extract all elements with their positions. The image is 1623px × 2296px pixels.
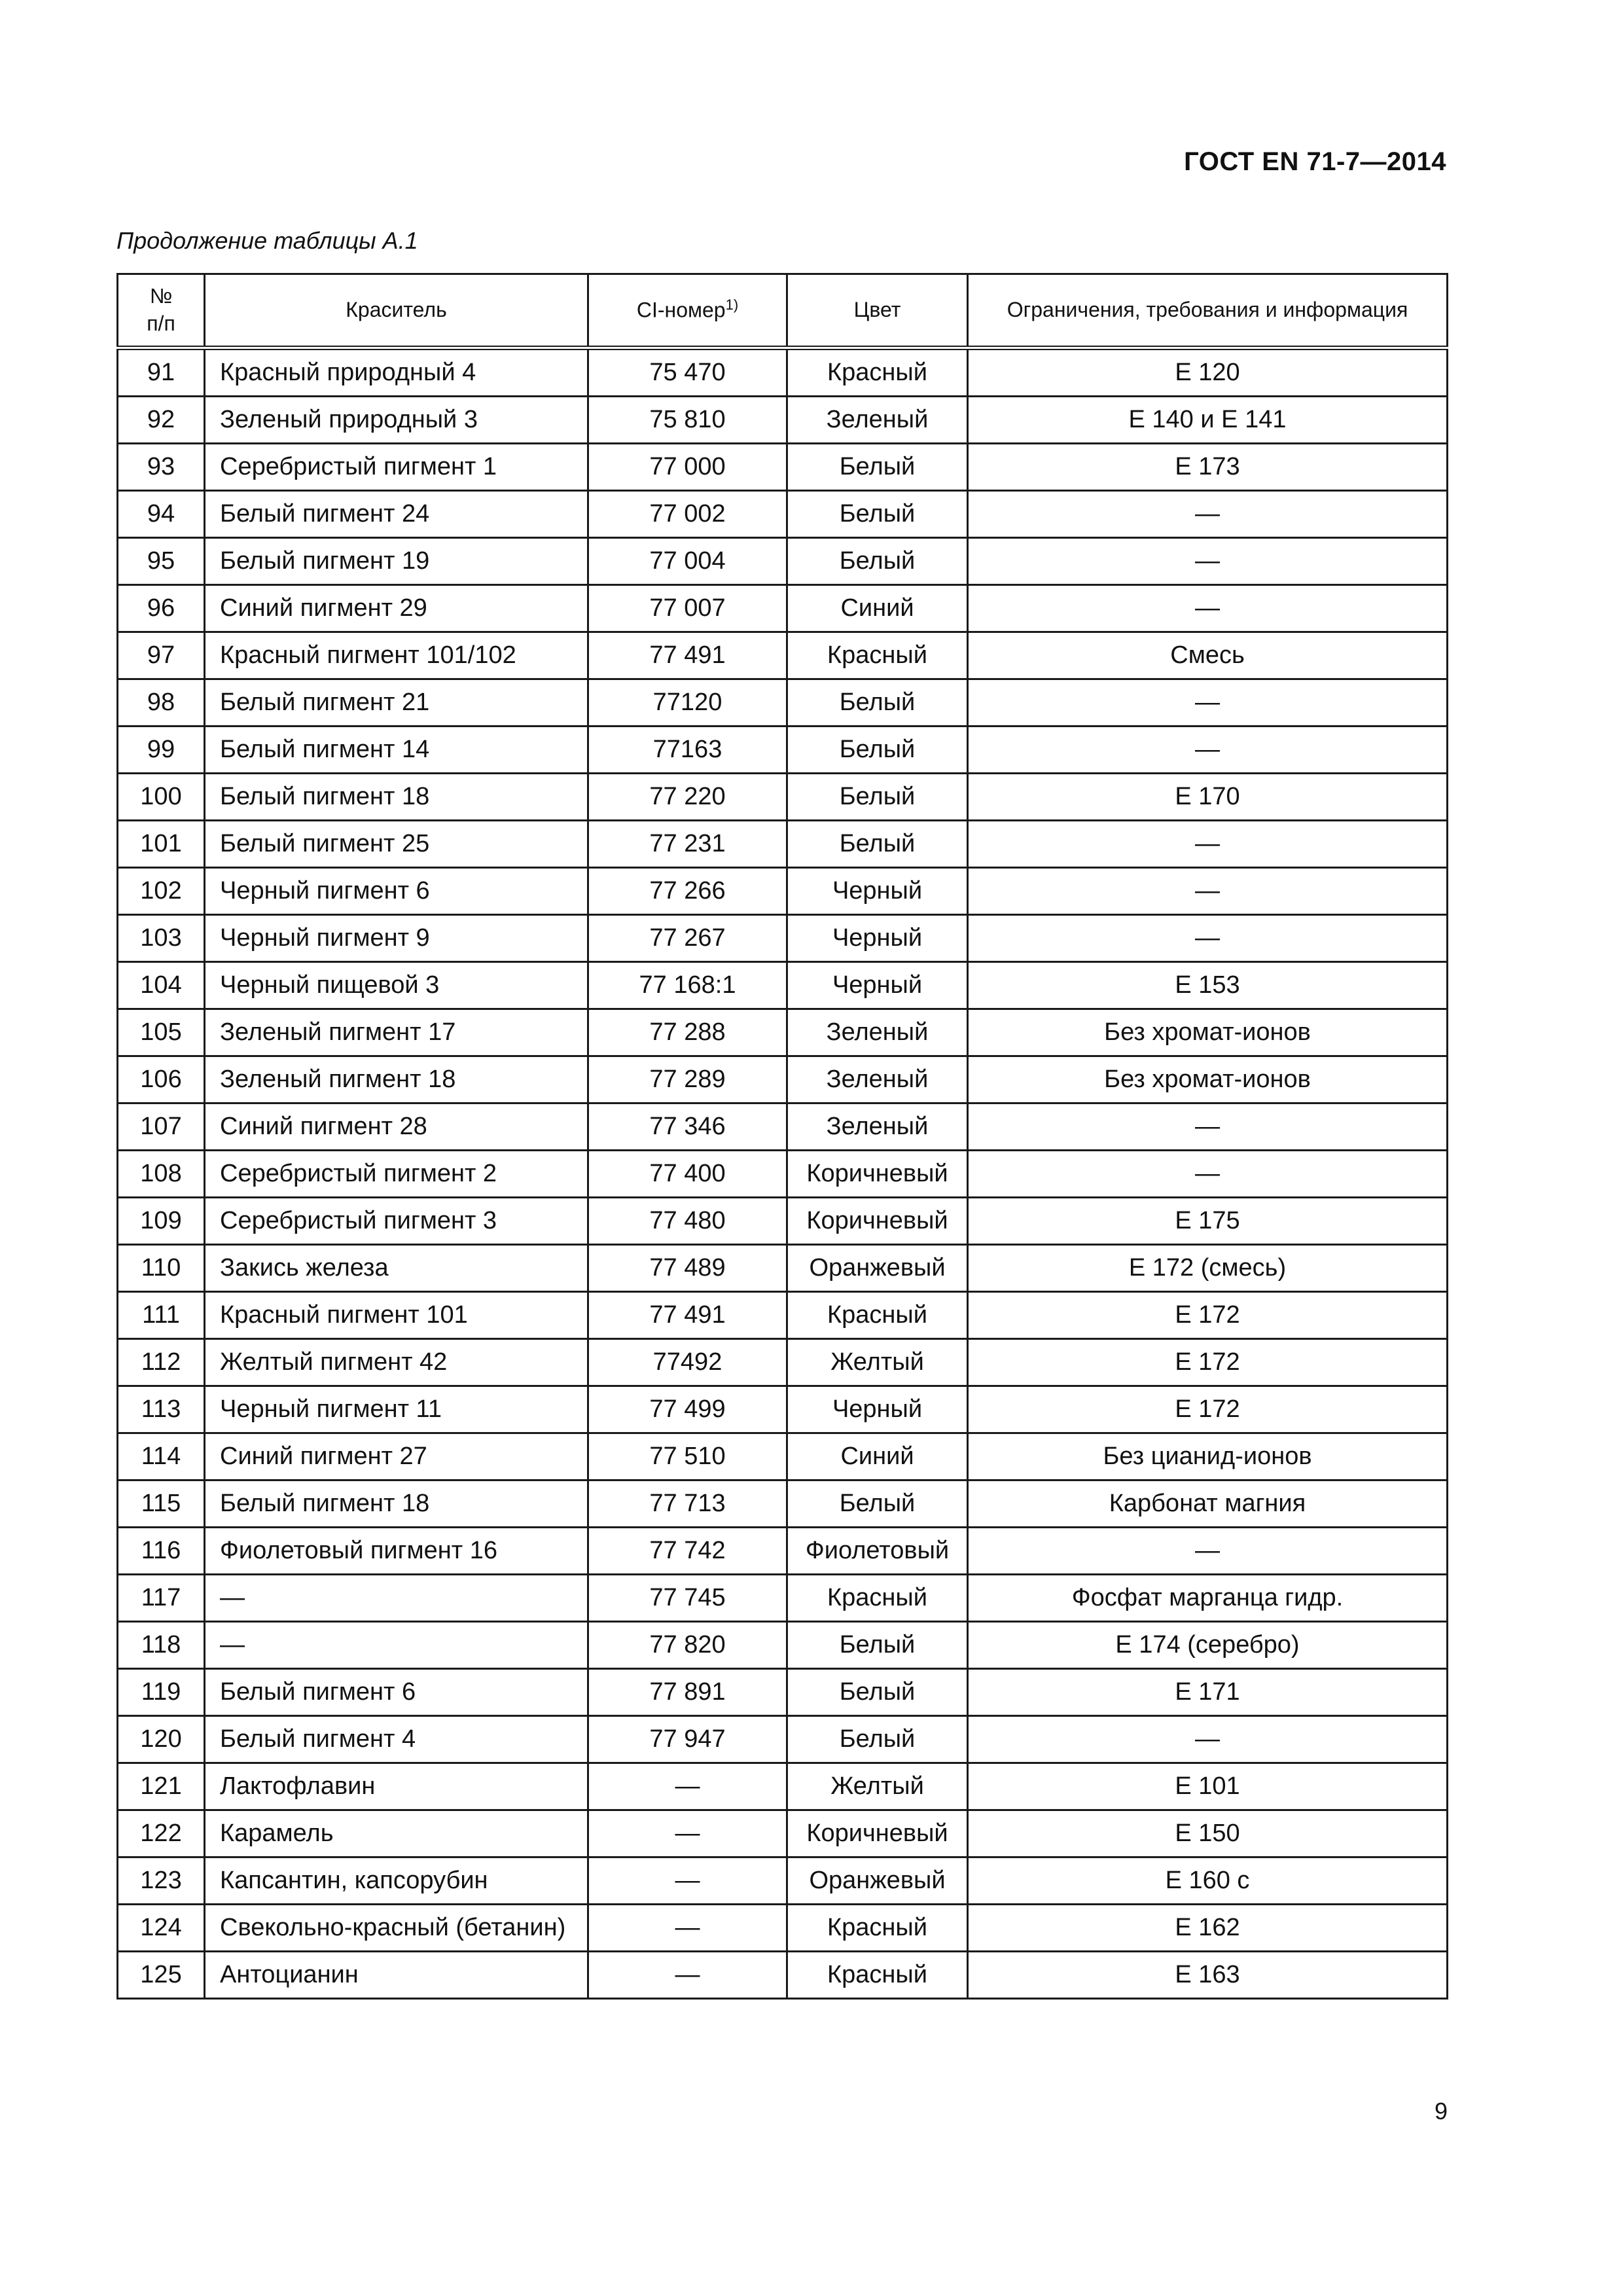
cell-number: 91	[118, 348, 205, 397]
cell-restrictions: —	[968, 868, 1448, 915]
cell-restrictions: —	[968, 726, 1448, 774]
cell-number: 110	[118, 1245, 205, 1292]
cell-number: 115	[118, 1480, 205, 1528]
cell-restrictions: —	[968, 821, 1448, 868]
table-row	[118, 397, 1448, 444]
cell-number: 118	[118, 1622, 205, 1669]
table-row	[118, 1952, 1448, 1999]
cell-color: Белый	[787, 679, 968, 726]
cell-ci-number: 77 346	[588, 1103, 787, 1151]
table-row	[118, 821, 1448, 868]
cell-color: Зеленый	[787, 397, 968, 444]
cell-ci-number: 77 820	[588, 1622, 787, 1669]
cell-ci-number: 77 480	[588, 1198, 787, 1245]
table-row	[118, 1151, 1448, 1198]
cell-ci-number: 77 489	[588, 1245, 787, 1292]
cell-ci-number: —	[588, 1857, 787, 1905]
cell-ci-number: 77 266	[588, 868, 787, 915]
cell-color: Белый	[787, 774, 968, 821]
cell-number: 123	[118, 1857, 205, 1905]
cell-dye: Белый пигмент 21	[205, 679, 588, 726]
cell-number: 114	[118, 1433, 205, 1480]
cell-color: Красный	[787, 1905, 968, 1952]
table-row	[118, 1622, 1448, 1669]
cell-ci-number: 77 004	[588, 538, 787, 585]
table-row	[118, 348, 1448, 397]
table-row	[118, 962, 1448, 1009]
cell-dye: Белый пигмент 18	[205, 774, 588, 821]
table-row	[118, 1905, 1448, 1952]
cell-color: Черный	[787, 915, 968, 962]
cell-color: Красный	[787, 1292, 968, 1339]
cell-ci-number: 77 007	[588, 585, 787, 632]
table-row	[118, 1245, 1448, 1292]
cell-restrictions: E 172	[968, 1339, 1448, 1386]
table-row	[118, 632, 1448, 679]
cell-number: 113	[118, 1386, 205, 1433]
cell-dye: Белый пигмент 24	[205, 491, 588, 538]
cell-color: Красный	[787, 348, 968, 397]
cell-restrictions: E 140 и E 141	[968, 397, 1448, 444]
table-row	[118, 1480, 1448, 1528]
table-row	[118, 774, 1448, 821]
cell-ci-number: 77163	[588, 726, 787, 774]
cell-dye: Зеленый пигмент 17	[205, 1009, 588, 1056]
table-body	[118, 348, 1448, 1999]
cell-number: 104	[118, 962, 205, 1009]
cell-restrictions: E 172 (смесь)	[968, 1245, 1448, 1292]
cell-dye: Красный пигмент 101	[205, 1292, 588, 1339]
table-row	[118, 1716, 1448, 1763]
cell-number: 100	[118, 774, 205, 821]
cell-restrictions: E 172	[968, 1292, 1448, 1339]
table-row	[118, 1103, 1448, 1151]
cell-ci-number: 77 713	[588, 1480, 787, 1528]
cell-color: Красный	[787, 1952, 968, 1999]
cell-color: Фиолетовый	[787, 1528, 968, 1575]
cell-number: 112	[118, 1339, 205, 1386]
cell-dye: Желтый пигмент 42	[205, 1339, 588, 1386]
cell-color: Зеленый	[787, 1103, 968, 1151]
cell-number: 93	[118, 444, 205, 491]
cell-restrictions: E 170	[968, 774, 1448, 821]
cell-color: Черный	[787, 962, 968, 1009]
cell-dye: Серебристый пигмент 1	[205, 444, 588, 491]
table-header-row	[118, 274, 1448, 348]
table-row	[118, 1198, 1448, 1245]
cell-color: Белый	[787, 1716, 968, 1763]
cell-number: 99	[118, 726, 205, 774]
cell-color: Желтый	[787, 1339, 968, 1386]
cell-dye: Белый пигмент 18	[205, 1480, 588, 1528]
table-header	[118, 274, 1448, 348]
cell-restrictions: —	[968, 585, 1448, 632]
cell-number: 121	[118, 1763, 205, 1810]
cell-number: 116	[118, 1528, 205, 1575]
cell-dye: Черный пигмент 9	[205, 915, 588, 962]
cell-restrictions: —	[968, 679, 1448, 726]
cell-restrictions: E 171	[968, 1669, 1448, 1716]
cell-ci-number: 77 000	[588, 444, 787, 491]
cell-dye: —	[205, 1575, 588, 1622]
cell-dye: Лактофлавин	[205, 1763, 588, 1810]
cell-dye: Серебристый пигмент 2	[205, 1151, 588, 1198]
column-header-restrictions: Ограничения, требования и информация	[968, 274, 1448, 348]
cell-number: 96	[118, 585, 205, 632]
table-row	[118, 1433, 1448, 1480]
cell-ci-number: —	[588, 1763, 787, 1810]
cell-ci-number: 77 288	[588, 1009, 787, 1056]
table-row	[118, 1810, 1448, 1857]
cell-color: Белый	[787, 1622, 968, 1669]
cell-dye: Белый пигмент 6	[205, 1669, 588, 1716]
cell-restrictions: Без хромат-ионов	[968, 1056, 1448, 1103]
cell-ci-number: 77 510	[588, 1433, 787, 1480]
cell-color: Оранжевый	[787, 1245, 968, 1292]
cell-restrictions: —	[968, 1528, 1448, 1575]
cell-number: 117	[118, 1575, 205, 1622]
table-row	[118, 1386, 1448, 1433]
cell-number: 108	[118, 1151, 205, 1198]
cell-restrictions: —	[968, 915, 1448, 962]
table-caption: Продолжение таблицы А.1	[116, 227, 418, 254]
cell-color: Синий	[787, 1433, 968, 1480]
cell-ci-number: 77 947	[588, 1716, 787, 1763]
cell-dye: Карамель	[205, 1810, 588, 1857]
cell-dye: Зеленый пигмент 18	[205, 1056, 588, 1103]
cell-number: 92	[118, 397, 205, 444]
cell-number: 124	[118, 1905, 205, 1952]
cell-color: Белый	[787, 444, 968, 491]
column-header-dye: Краситель	[205, 274, 588, 348]
cell-dye: Серебристый пигмент 3	[205, 1198, 588, 1245]
cell-number: 105	[118, 1009, 205, 1056]
cell-ci-number: 77 220	[588, 774, 787, 821]
column-header-ci-number	[588, 274, 787, 348]
cell-restrictions: E 174 (серебро)	[968, 1622, 1448, 1669]
table-row	[118, 444, 1448, 491]
cell-ci-number: 77492	[588, 1339, 787, 1386]
cell-restrictions: —	[968, 538, 1448, 585]
cell-ci-number: 77 745	[588, 1575, 787, 1622]
table-row	[118, 868, 1448, 915]
cell-dye: Черный пищевой 3	[205, 962, 588, 1009]
cell-ci-number: —	[588, 1810, 787, 1857]
cell-color: Черный	[787, 868, 968, 915]
cell-number: 106	[118, 1056, 205, 1103]
cell-dye: Закись железа	[205, 1245, 588, 1292]
cell-ci-number: 77 002	[588, 491, 787, 538]
cell-color: Белый	[787, 1480, 968, 1528]
cell-number: 120	[118, 1716, 205, 1763]
cell-ci-number: 77 267	[588, 915, 787, 962]
cell-dye: Свекольно-красный (бетанин)	[205, 1905, 588, 1952]
cell-color: Белый	[787, 726, 968, 774]
cell-restrictions: E 175	[968, 1198, 1448, 1245]
page-number: 9	[1434, 2098, 1448, 2125]
cell-color: Черный	[787, 1386, 968, 1433]
cell-dye: Белый пигмент 4	[205, 1716, 588, 1763]
cell-color: Красный	[787, 632, 968, 679]
cell-number: 98	[118, 679, 205, 726]
cell-color: Коричневый	[787, 1151, 968, 1198]
cell-restrictions: Без цианид-ионов	[968, 1433, 1448, 1480]
cell-dye: Черный пигмент 6	[205, 868, 588, 915]
cell-ci-number: 77 168:1	[588, 962, 787, 1009]
document-standard-title: ГОСТ EN 71-7—2014	[1184, 147, 1446, 176]
cell-number: 102	[118, 868, 205, 915]
cell-restrictions: E 173	[968, 444, 1448, 491]
cell-ci-number: —	[588, 1905, 787, 1952]
cell-ci-number: 77 891	[588, 1669, 787, 1716]
cell-restrictions: —	[968, 1151, 1448, 1198]
cell-number: 94	[118, 491, 205, 538]
cell-number: 111	[118, 1292, 205, 1339]
cell-dye: Капсантин, капсорубин	[205, 1857, 588, 1905]
cell-ci-number: —	[588, 1952, 787, 1999]
cell-dye: Синий пигмент 29	[205, 585, 588, 632]
cell-color: Коричневый	[787, 1810, 968, 1857]
cell-ci-number: 77120	[588, 679, 787, 726]
table-row	[118, 1575, 1448, 1622]
table-row	[118, 1009, 1448, 1056]
cell-dye: Фиолетовый пигмент 16	[205, 1528, 588, 1575]
table-row	[118, 585, 1448, 632]
cell-ci-number: 77 742	[588, 1528, 787, 1575]
table-row	[118, 679, 1448, 726]
column-header-number-line1: №	[149, 284, 173, 308]
table-row	[118, 726, 1448, 774]
cell-ci-number: 77 231	[588, 821, 787, 868]
cell-dye: Синий пигмент 28	[205, 1103, 588, 1151]
cell-color: Белый	[787, 1669, 968, 1716]
cell-restrictions: E 163	[968, 1952, 1448, 1999]
cell-number: 119	[118, 1669, 205, 1716]
cell-dye: Зеленый природный 3	[205, 397, 588, 444]
cell-restrictions: E 153	[968, 962, 1448, 1009]
cell-color: Оранжевый	[787, 1857, 968, 1905]
cell-number: 125	[118, 1952, 205, 1999]
table-row	[118, 915, 1448, 962]
table-row	[118, 1857, 1448, 1905]
cell-dye: Черный пигмент 11	[205, 1386, 588, 1433]
cell-restrictions: E 150	[968, 1810, 1448, 1857]
cell-color: Белый	[787, 538, 968, 585]
cell-restrictions: Фосфат марганца гидр.	[968, 1575, 1448, 1622]
cell-ci-number: 75 470	[588, 348, 787, 397]
table-row	[118, 1292, 1448, 1339]
cell-color: Зеленый	[787, 1009, 968, 1056]
dye-table	[116, 273, 1448, 2000]
cell-restrictions: E 162	[968, 1905, 1448, 1952]
cell-restrictions: E 160 c	[968, 1857, 1448, 1905]
cell-color: Зеленый	[787, 1056, 968, 1103]
cell-ci-number: 77 400	[588, 1151, 787, 1198]
cell-number: 101	[118, 821, 205, 868]
column-header-color: Цвет	[787, 274, 968, 348]
cell-ci-number: 77 499	[588, 1386, 787, 1433]
cell-restrictions: —	[968, 1103, 1448, 1151]
cell-dye: Антоцианин	[205, 1952, 588, 1999]
cell-dye: —	[205, 1622, 588, 1669]
cell-number: 97	[118, 632, 205, 679]
cell-color: Белый	[787, 821, 968, 868]
cell-dye: Белый пигмент 25	[205, 821, 588, 868]
cell-color: Желтый	[787, 1763, 968, 1810]
table-row	[118, 1339, 1448, 1386]
cell-ci-number: 77 289	[588, 1056, 787, 1103]
cell-color: Коричневый	[787, 1198, 968, 1245]
cell-dye: Белый пигмент 14	[205, 726, 588, 774]
cell-dye: Красный пигмент 101/102	[205, 632, 588, 679]
cell-dye: Красный природный 4	[205, 348, 588, 397]
cell-dye: Синий пигмент 27	[205, 1433, 588, 1480]
cell-number: 95	[118, 538, 205, 585]
column-header-ci-label: CI-номер	[636, 298, 726, 323]
cell-ci-number: 77 491	[588, 632, 787, 679]
cell-color: Белый	[787, 491, 968, 538]
cell-restrictions: Карбонат магния	[968, 1480, 1448, 1528]
table-row	[118, 1763, 1448, 1810]
cell-number: 107	[118, 1103, 205, 1151]
table-row	[118, 1669, 1448, 1716]
ci-footnote-marker: 1)	[725, 296, 739, 314]
cell-color: Красный	[787, 1575, 968, 1622]
cell-number: 122	[118, 1810, 205, 1857]
cell-number: 103	[118, 915, 205, 962]
cell-restrictions: E 172	[968, 1386, 1448, 1433]
cell-restrictions: E 101	[968, 1763, 1448, 1810]
cell-dye: Белый пигмент 19	[205, 538, 588, 585]
column-header-number	[118, 274, 205, 348]
cell-restrictions: —	[968, 491, 1448, 538]
cell-color: Синий	[787, 585, 968, 632]
column-header-number-line2: п/п	[147, 312, 175, 335]
cell-ci-number: 77 491	[588, 1292, 787, 1339]
table-row	[118, 491, 1448, 538]
cell-ci-number: 75 810	[588, 397, 787, 444]
table-row	[118, 1056, 1448, 1103]
cell-number: 109	[118, 1198, 205, 1245]
table-row	[118, 538, 1448, 585]
cell-restrictions: E 120	[968, 348, 1448, 397]
cell-restrictions: Без хромат-ионов	[968, 1009, 1448, 1056]
cell-restrictions: Смесь	[968, 632, 1448, 679]
table-row	[118, 1528, 1448, 1575]
cell-restrictions: —	[968, 1716, 1448, 1763]
